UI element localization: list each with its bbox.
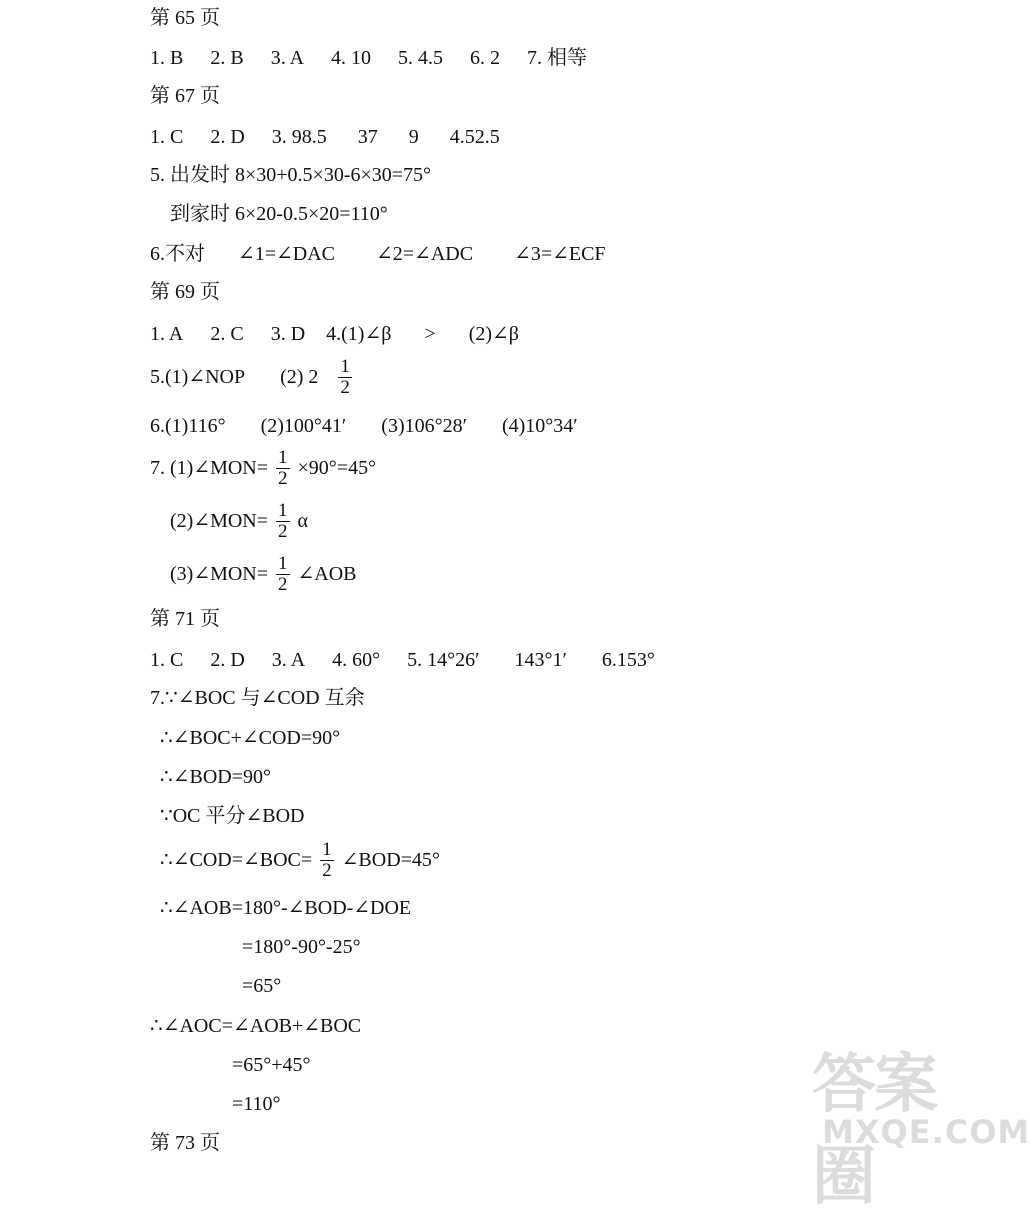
answer-line-71-7j: =65°+45° [232, 1054, 311, 1076]
answer-item: 4. 60° [332, 649, 381, 672]
answer-line-71-7d: ∵OC 平分∠BOD [160, 805, 305, 827]
answer-item: ∠AOB [297, 563, 357, 586]
answer-item: 6.不对 [150, 243, 205, 266]
answer-item: (2)100°41′ [260, 415, 347, 438]
answer-item: ∴∠COD=∠BOC= [160, 849, 313, 872]
answer-item: 5. 4.5 [398, 47, 444, 70]
answer-item: (2)∠MON= [170, 510, 269, 533]
answer-item: α [297, 510, 309, 533]
answer-item: (2) 2 [280, 366, 319, 389]
answer-item: 4.(1)∠β [326, 323, 392, 346]
fraction-one-half: $\frac{1}{2}$ [278, 446, 288, 489]
answer-item: 4. 10 [331, 47, 372, 70]
answer-line-71-7i: ∴∠AOC=∠AOB+∠BOC [150, 1015, 362, 1037]
answer-item: ∠BOD=45° [341, 849, 440, 872]
answer-item: 2. C [210, 323, 244, 346]
answer-line-67-5a: 5. 出发时 8×30+0.5×30-6×30=75° [150, 164, 432, 186]
section-heading-page-69: 第 69 页 [150, 281, 220, 303]
answer-line-65-1 [150, 45, 587, 70]
answer-item: 1. A [150, 323, 184, 346]
answer-item: 7. (1)∠MON= [150, 457, 269, 480]
watermark-site-text: MXQE.COM [822, 1113, 1030, 1151]
section-heading-page-67: 第 67 页 [150, 85, 220, 107]
answer-line-67-5b: 到家时 6×20-0.5×20=110° [170, 203, 388, 225]
answer-item: ∠1=∠DAC [238, 243, 336, 266]
watermark-logo-text: 答案圈 [812, 1048, 936, 1214]
answer-line-69-7a [150, 445, 376, 490]
answer-line-69-7c [170, 551, 357, 596]
answer-item: 2. D [210, 649, 245, 672]
answer-line-69-5 [150, 354, 355, 399]
answer-item: 3. 98.5 [271, 126, 327, 149]
answer-item: (3)106°28′ [381, 415, 467, 438]
answer-item: 2. B [210, 47, 244, 70]
answer-item: ∠2=∠ADC [376, 243, 474, 266]
answer-item: 3. A [270, 47, 305, 70]
answer-item: > [424, 323, 436, 346]
watermark-logo [812, 1033, 1030, 1214]
answer-line-71-7f: ∴∠AOB=180°-∠BOD-∠DOE [160, 897, 412, 919]
answer-line-67-6 [150, 241, 606, 266]
answer-line-67-1 [150, 124, 500, 149]
answer-item: 6. 2 [470, 47, 501, 70]
answer-item: 5.(1)∠NOP [150, 366, 246, 389]
answer-line-71-7k: =110° [232, 1093, 281, 1115]
answer-line-71-7e [160, 837, 440, 882]
answer-line-69-7b [170, 498, 308, 543]
answer-item: 1. C [150, 126, 184, 149]
answer-item: ∠3=∠ECF [514, 243, 606, 266]
answer-item: (2)∠β [468, 323, 519, 346]
answer-item: 37 [357, 126, 378, 149]
answer-item: 7. 相等 [527, 47, 588, 70]
answer-item: 3. D [270, 323, 306, 346]
answer-line-71-7b: ∴∠BOC+∠COD=90° [160, 727, 341, 749]
answer-item: 4.52.5 [449, 126, 500, 149]
answer-item: (3)∠MON= [170, 563, 269, 586]
answer-line-69-1 [150, 321, 519, 346]
section-heading-page-65: 第 65 页 [150, 7, 220, 29]
answer-item: (4)10°34′ [501, 415, 578, 438]
fraction-one-half: $\frac{1}{2}$ [278, 552, 288, 595]
answer-item: 5. 14°26′ [407, 649, 480, 672]
section-heading-page-71: 第 71 页 [150, 608, 220, 630]
answer-item: 2. D [210, 126, 245, 149]
answer-line-71-7h: =65° [242, 975, 282, 997]
answer-item: 143°1′ [514, 649, 567, 672]
section-heading-page-73: 第 73 页 [150, 1132, 220, 1154]
answer-line-69-6 [150, 413, 578, 438]
answer-item: 1. B [150, 47, 184, 70]
fraction-one-half: $\frac{1}{2}$ [340, 355, 350, 398]
answer-line-71-7g: =180°-90°-25° [242, 936, 361, 958]
answer-item: ×90°=45° [297, 457, 377, 480]
fraction-one-half: $\frac{1}{2}$ [278, 499, 288, 542]
answer-item: 6.(1)116° [150, 415, 226, 438]
answer-item: 9 [408, 126, 419, 149]
answer-item: 1. C [150, 649, 184, 672]
answer-line-71-7a: 7.∵∠BOC 与∠COD 互余 [150, 687, 365, 709]
fraction-one-half: $\frac{1}{2}$ [322, 838, 332, 881]
answer-item: 3. A [271, 649, 306, 672]
answer-line-71-1 [150, 647, 655, 672]
answer-line-71-7c: ∴∠BOD=90° [160, 766, 271, 788]
answer-item: 6.153° [601, 649, 655, 672]
